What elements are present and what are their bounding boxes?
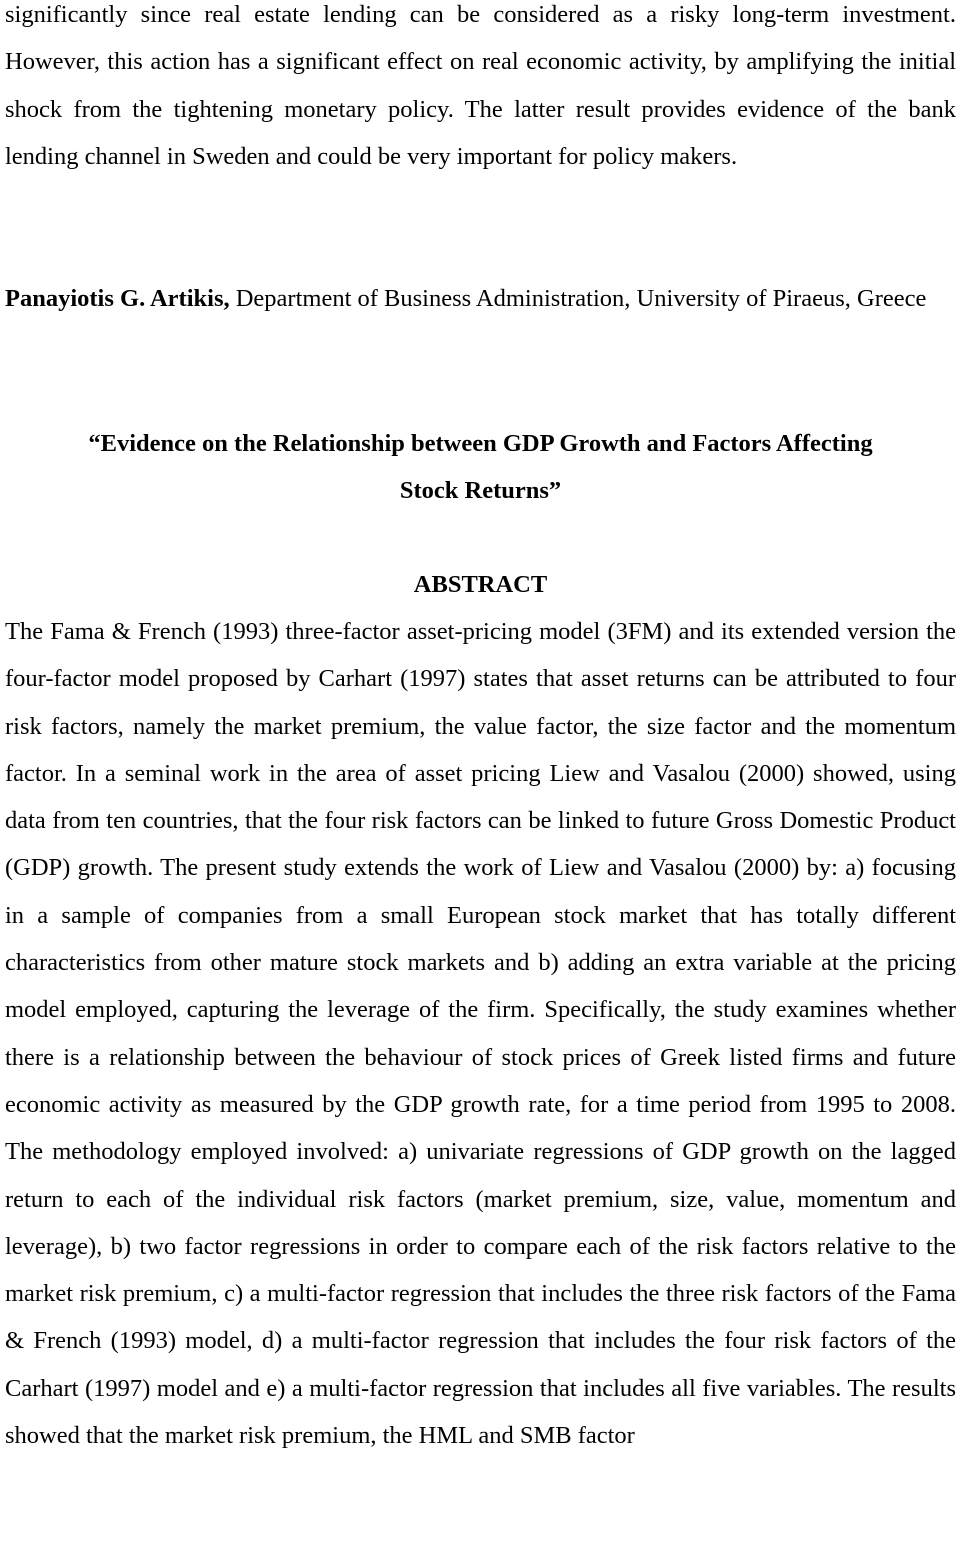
abstract-heading: ABSTRACT: [413, 571, 548, 598]
paper-title-line-1: “Evidence on the Relationship between GDP Growth and Factors Affecting: [88, 430, 873, 457]
paper-title: [5, 420, 956, 515]
paper-title-line-2: Stock Returns”: [399, 477, 562, 505]
author-name: Panayiotis G. Artikis,: [5, 285, 230, 312]
author-affiliation: Department of Business Administration, University of Piraeus, Greece: [229, 285, 927, 312]
abstract-paragraph: The Fama & French (1993) three-factor asset-pricing model (3FM) and its extended version the four-factor model proposed by Carhart (1997) states that asset returns can be attributed to four risk factors, namely the market premium, the value factor, the size factor and the momentum factor. In a seminal work in the area of asset pricing Liew and Vasalou (2000) showed, using data from ten countries, that the four risk factors can be linked to future Gross Domestic Product (GDP) growth. The present study extends the work of Liew and Vasalou (2000) by: a) focusing in a sample of companies from a small European stock market that has totally different characteristics from other mature stock markets and b) adding an extra variable at the pricing model employed, capturing the leverage of the firm. Specifically, the study examines whether there is a relationship between the behaviour of stock prices of Greek listed firms and future economic activity as measured by the GDP growth rate, for a time period from 1995 to 2008. The methodology employed involved: a) univariate regressions of GDP growth on the lagged return to each of the individual risk factors (market premium, size, value, momentum and leverage), b) two factor regressions in order to compare each of the risk factors relative to the market risk premium, c) a multi-factor regression that includes the three risk factors of the Fama & French (1993) model, d) a multi-factor regression that includes the four risk factors of the Carhart (1997) model and e) a multi-factor regression that includes all five variables. The results showed that the market risk premium, the HML and SMB factor: [5, 618, 956, 1450]
intro-paragraph: significantly since real estate lending can be considered as a risky long-term investment. However, this action has a significant effect on real economic activity, by amplifying the initial shock from the tightening monetary policy. The latter result provides evidence of the bank lending channel in Sweden and could be very important for policy makers.: [5, 1, 956, 170]
author-block: [5, 275, 956, 322]
